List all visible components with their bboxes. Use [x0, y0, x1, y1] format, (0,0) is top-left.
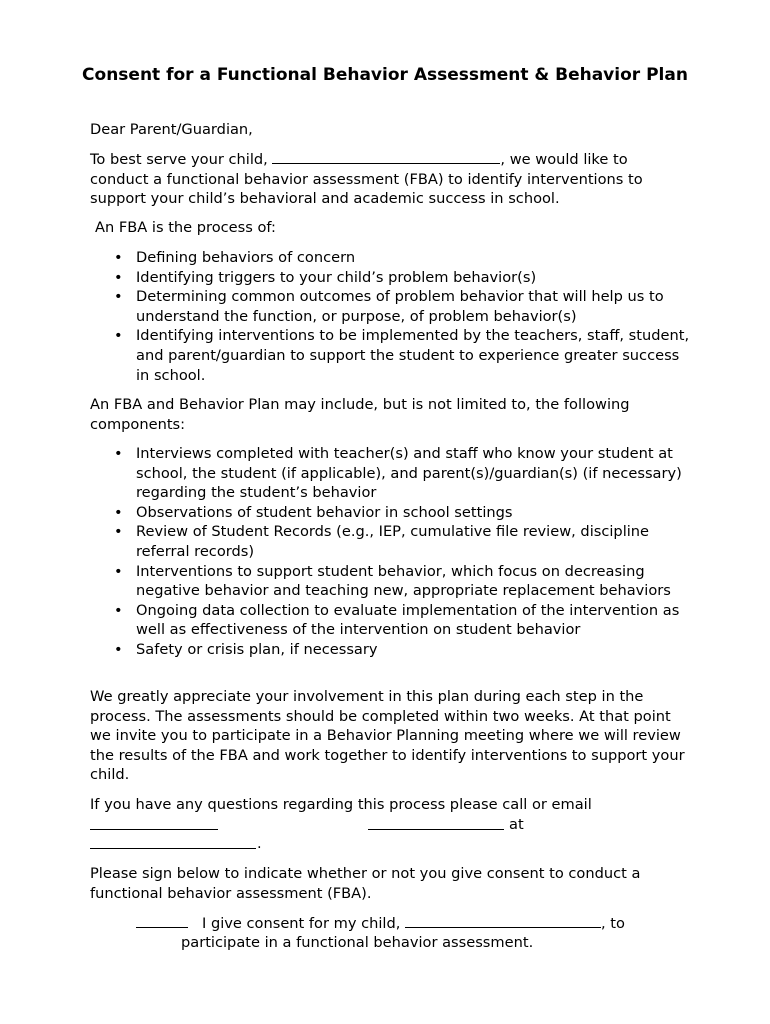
list-item: • Observations of student behavior in school settings	[90, 503, 690, 523]
at-label: at	[509, 816, 524, 833]
consent-child-name-blank[interactable]	[405, 913, 601, 928]
consent-text-end: , to	[601, 915, 625, 932]
list-item: • Determining common outcomes of problem behavior that will help us to understand the function, or purpose, of problem behavior(s)	[90, 287, 690, 326]
intro-paragraph	[90, 149, 690, 209]
email-blank[interactable]	[90, 834, 256, 849]
list-item: • Interventions to support student behavior, which focus on decreasing negative behavior and teaching new, appropriate replacement behaviors	[90, 562, 690, 601]
consent-option-line	[202, 913, 625, 934]
intro-text-start: To best serve your child,	[90, 151, 273, 168]
appreciation-paragraph: We greatly appreciate your involvement in this plan during each step in the process. The assessments should be completed within two weeks. At that point we invite you to participate in a Behavior Planning meeting where we will review the results of the FBA and work together to identify interventions to support your child.	[90, 688, 685, 784]
greeting: Dear Parent/Guardian,	[90, 121, 253, 138]
components-list	[90, 444, 690, 660]
consent-check-blank[interactable]	[136, 913, 188, 928]
list-item: • Identifying triggers to your child’s problem behavior(s)	[90, 268, 690, 288]
fba-process-heading: An FBA is the process of:	[95, 219, 276, 236]
list-item: • Defining behaviors of concern	[90, 248, 690, 268]
fba-process-list	[90, 248, 690, 385]
consent-option-line2: participate in a functional behavior assessment.	[181, 934, 534, 951]
list-item: • Identifying interventions to be implemented by the teachers, staff, student, and parent/guardian to support the student to experience greater success in school.	[90, 326, 690, 385]
contact-name-blank[interactable]	[368, 815, 504, 830]
sign-instruction: Please sign below to indicate whether or not you give consent to conduct a functional behavior assessment (FBA).	[90, 865, 641, 902]
list-item: • Ongoing data collection to evaluate implementation of the intervention as well as effectiveness of the intervention on student behavior	[90, 601, 690, 640]
intro-text-end: , we would like to conduct a functional behavior assessment (FBA) to identify interventions to support your child’s behavioral and academic success in school.	[90, 151, 643, 208]
consent-text-start: I give consent for my child,	[202, 915, 406, 932]
list-item: • Safety or crisis plan, if necessary	[90, 640, 690, 660]
phone-blank[interactable]	[90, 815, 218, 830]
list-item: • Interviews completed with teacher(s) and staff who know your student at school, the student (if applicable), and parent(s)/guardian(s) (if necessary) regarding the student’s behavior	[90, 444, 690, 503]
questions-text: If you have any questions regarding this process please call or email	[90, 796, 592, 813]
components-heading: An FBA and Behavior Plan may include, but is not limited to, the following components:	[90, 396, 630, 433]
period-label: .	[257, 835, 262, 852]
list-item: • Review of Student Records (e.g., IEP, cumulative file review, discipline referral records)	[90, 522, 690, 561]
child-name-blank[interactable]	[272, 149, 500, 164]
document-title: Consent for a Functional Behavior Assessment & Behavior Plan	[82, 65, 688, 85]
